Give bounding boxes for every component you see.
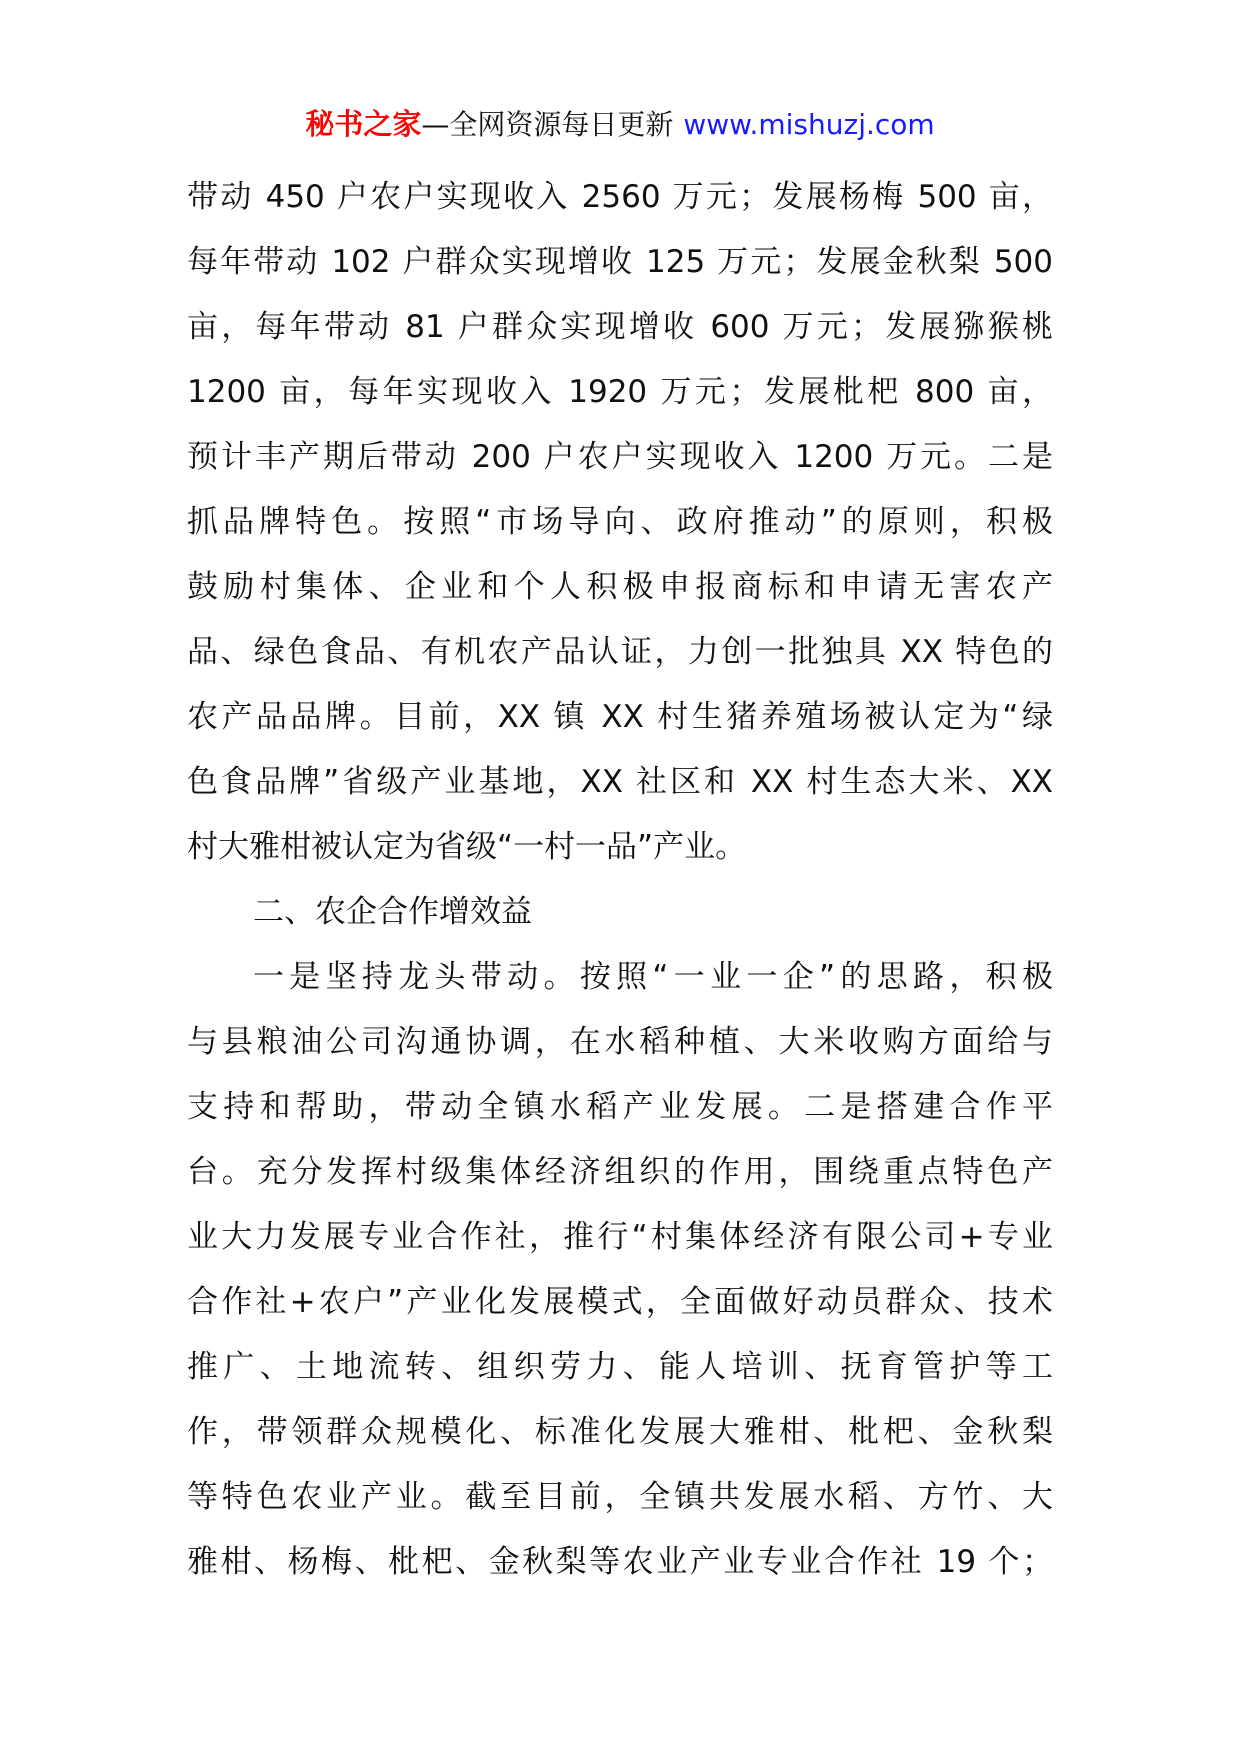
text-line: 合作社+农户”产业化发展模式，全面做好动员群众、技术 — [187, 1284, 1053, 1320]
text-line: 抓品牌特色。按照“市场导向、政府推动”的原则，积极 — [187, 504, 1053, 540]
text-line: 每年带动 102 户群众实现增收 125 万元；发展金秋梨 500 — [187, 244, 1053, 280]
text-line: 等特色农业产业。截至目前，全镇共发展水稻、方竹、大 — [187, 1479, 1053, 1515]
paragraph — [187, 165, 1053, 880]
text-line: 1200 亩，每年实现收入 1920 万元；发展枇杷 800 亩， — [187, 374, 1053, 410]
text-line: 支持和帮助，带动全镇水稻产业发展。二是搭建合作平 — [187, 1089, 1053, 1125]
text-line: 村大雅柑被认定为省级“一村一品”产业。 — [187, 829, 747, 865]
text-line: 雅柑、杨梅、枇杷、金秋梨等农业产业专业合作社 19 个； — [187, 1544, 1053, 1580]
text-line: 带动 450 户农户实现收入 2560 万元；发展杨梅 500 亩， — [187, 179, 1053, 215]
heading-text: 二、农企合作增效益 — [253, 894, 532, 930]
text-line: 作，带领群众规模化、标准化发展大雅柑、枇杷、金秋梨 — [187, 1414, 1053, 1450]
header-brand: 秘书之家 — [305, 107, 422, 141]
text-line: 预计丰产期后带动 200 户农户实现收入 1200 万元。二是 — [187, 439, 1053, 475]
text-line: 鼓励村集体、企业和个人积极申报商标和申请无害农产 — [187, 569, 1053, 605]
text-line: 与县粮油公司沟通协调，在水稻种植、大米收购方面给与 — [187, 1024, 1053, 1060]
header-tagline: —全网资源每日更新 — [421, 108, 674, 141]
text-line: 亩，每年带动 81 户群众实现增收 600 万元；发展猕猴桃 — [187, 309, 1053, 345]
document-body — [187, 165, 1053, 1595]
paragraph — [187, 945, 1053, 1595]
text-line: 农产品品牌。目前，XX 镇 XX 村生猪养殖场被认定为“绿 — [187, 699, 1053, 735]
text-line: 一是坚持龙头带动。按照“一业一企”的思路，积极 — [253, 959, 1053, 995]
section-heading — [187, 880, 1053, 945]
text-line: 台。充分发挥村级集体经济组织的作用，围绕重点特色产 — [187, 1154, 1053, 1190]
text-line: 推广、土地流转、组织劳力、能人培训、抚育管护等工 — [187, 1349, 1053, 1385]
header-url-link[interactable]: www.mishuzj.com — [683, 108, 935, 141]
text-line: 色食品牌”省级产业基地，XX 社区和 XX 村生态大米、XX — [187, 764, 1053, 800]
text-line: 品、绿色食品、有机农产品认证，力创一批独具 XX 特色的 — [187, 634, 1053, 670]
page-header — [0, 104, 1240, 145]
text-line: 业大力发展专业合作社，推行“村集体经济有限公司+专业 — [187, 1219, 1053, 1255]
